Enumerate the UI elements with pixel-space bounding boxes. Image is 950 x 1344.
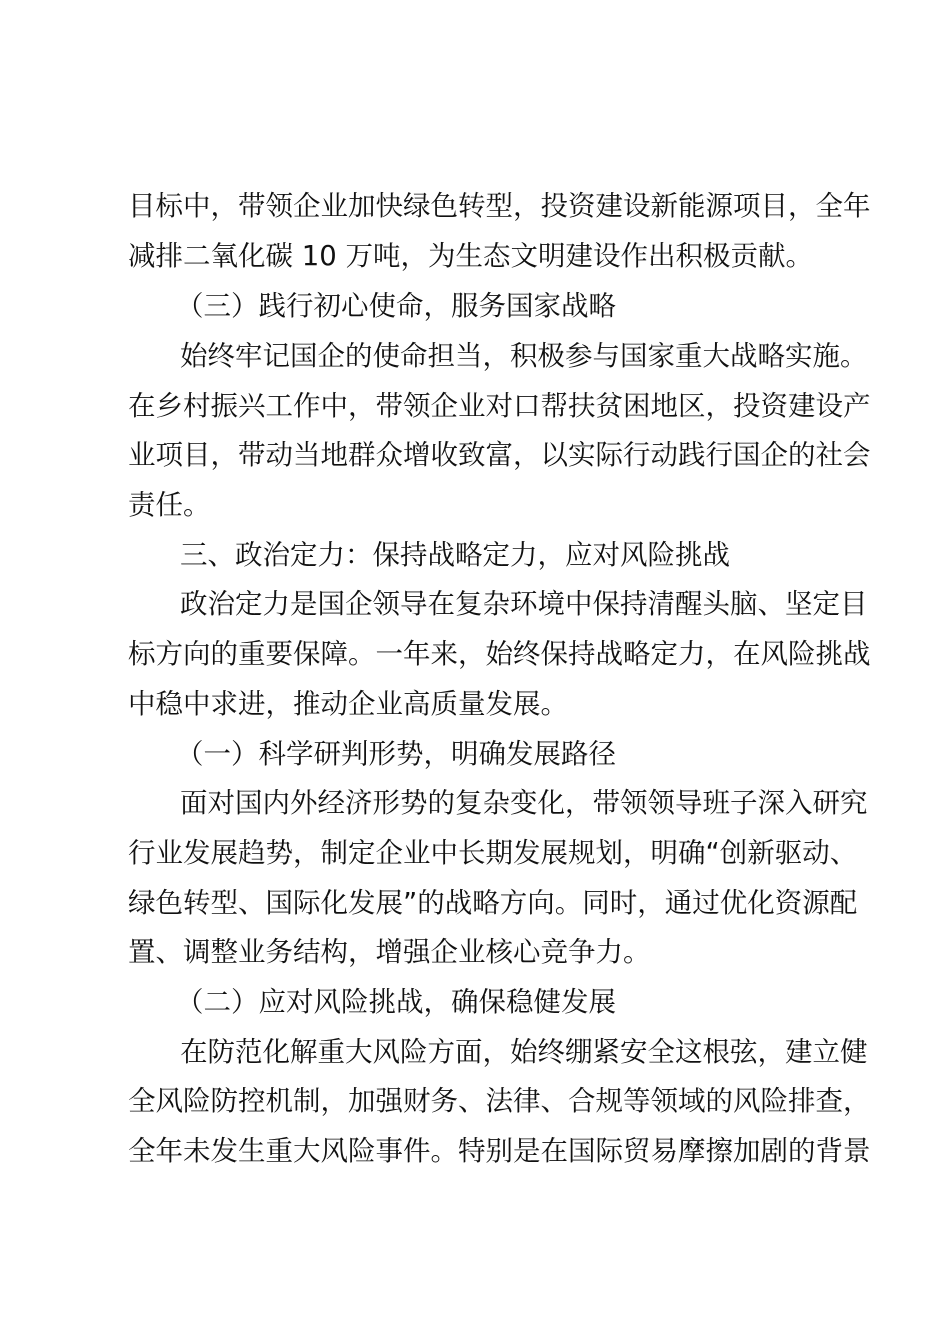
- body-text-line: 始终牢记国企的使命担当，积极参与国家重大战略实施。: [180, 340, 868, 372]
- body-text-line: 在防范化解重大风险方面，始终绷紧安全这根弦，建立健: [180, 1036, 868, 1068]
- body-text-line: 中稳中求进，推动企业高质量发展。: [128, 688, 568, 720]
- body-text-line: 政治定力是国企领导在复杂环境中保持清醒头脑、坚定目: [180, 588, 868, 620]
- subsection-heading: （一）科学研判形势，明确发展路径: [176, 738, 616, 770]
- body-text-line: 减排二氧化碳 10 万吨，为生态文明建设作出积极贡献。: [128, 240, 813, 272]
- subsection-heading: （二）应对风险挑战，确保稳健发展: [176, 986, 616, 1018]
- body-text-line: 绿色转型、国际化发展”的战略方向。同时，通过优化资源配: [128, 887, 858, 919]
- body-text-line: 标方向的重要保障。一年来，始终保持战略定力，在风险挑战: [128, 638, 871, 670]
- body-text-line: 在乡村振兴工作中，带领企业对口帮扶贫困地区，投资建设产: [128, 390, 871, 422]
- body-text-line: 面对国内外经济形势的复杂变化，带领领导班子深入研究: [180, 787, 868, 819]
- section-heading: 三、政治定力：保持战略定力，应对风险挑战: [180, 539, 730, 571]
- body-text-line: 全年未发生重大风险事件。特别是在国际贸易摩擦加剧的背景: [128, 1135, 871, 1167]
- body-text-line: 置、调整业务结构，增强企业核心竞争力。: [128, 936, 651, 968]
- body-text-line: 行业发展趋势，制定企业中长期发展规划，明确“创新驱动、: [128, 837, 858, 869]
- body-text-line: 全风险防控机制，加强财务、法律、合规等领域的风险排查，: [128, 1085, 871, 1117]
- body-text-line: 业项目，带动当地群众增收致富，以实际行动践行国企的社会: [128, 439, 871, 471]
- subsection-heading: （三）践行初心使命，服务国家战略: [176, 290, 616, 322]
- body-text-line: 责任。: [128, 489, 211, 521]
- body-text-line: 目标中，带领企业加快绿色转型，投资建设新能源项目，全年: [128, 190, 871, 222]
